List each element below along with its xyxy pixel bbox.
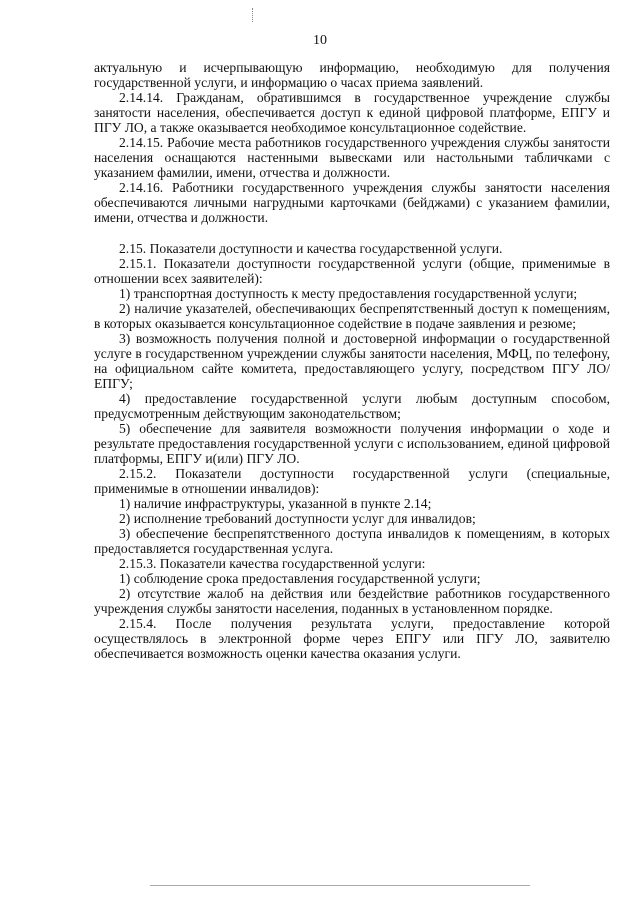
list-item: 3) обеспечение беспрепятственного доступа инвалидов к помещениям, в которых предоставляется государственная услуга. — [94, 526, 610, 556]
paragraph-2-14-16: 2.14.16. Работники государственного учреждения службы занятости населения обеспечиваются личными нагрудными карточками (бейджами) с указанием фамилии, имени, отчества и должности. — [94, 180, 610, 225]
paragraph-gap — [94, 225, 610, 241]
list-item: 1) соблюдение срока предоставления государственной услуги; — [119, 571, 481, 586]
page-number: 10 — [313, 33, 327, 48]
paragraph-2-15-3: 2.15.3. Показатели качества государственной услуги: — [119, 556, 426, 571]
list-item: 2) отсутствие жалоб на действия или бездействие работников государственного учреждения службы занятости населения, поданных в установленном порядке. — [94, 586, 610, 616]
list-item: 1) транспортная доступность к месту предоставления государственной услуги; — [119, 286, 578, 301]
list-item: 4) предоставление государственной услуги любым доступным способом, предусмотренным действующим законодательством; — [94, 391, 610, 421]
list-item: 5) обеспечение для заявителя возможности получения информации о ходе и результате предоставления государственной услуги с использованием, единой цифровой платформы, ЕПГУ и(или) ПГУ ЛО. — [94, 421, 610, 466]
paragraph-2-15-4: 2.15.4. После получения результата услуги, предоставление которой осуществлялось в электронной форме через ЕПГУ или ПГУ ЛО, заявителю обеспечивается возможность оценки качества оказания услуги. — [94, 616, 610, 661]
list-item: 2) исполнение требований доступности услуг для инвалидов; — [119, 511, 476, 526]
list-item: 1) наличие инфраструктуры, указанной в пункте 2.14; — [119, 496, 432, 511]
paragraph-2-14-14: 2.14.14. Гражданам, обратившимся в государственное учреждение службы занятости населения, обеспечивается доступ к единой цифровой платформе, ЕПГУ и ПГУ ЛО, а также оказывается необходимое консультационное содействие. — [94, 90, 610, 135]
scan-speck-marks — [252, 8, 259, 22]
list-item: 3) возможность получения полной и достоверной информации о государственной услуге в государственном учреждении службы занятости населения, МФЦ, по телефону, на официальном сайте комитета, предоставляющего услугу, посредством ПГУ ЛО/ЕПГУ; — [94, 331, 610, 391]
paragraph-2-14-15: 2.14.15. Рабочие места работников государственного учреждения службы занятости населения оснащаются настенными вывесками или настольными табличками с указанием фамилии, имени, отчества и должности. — [94, 135, 610, 180]
bottom-rule — [150, 885, 530, 886]
paragraph-2-15-2: 2.15.2. Показатели доступности государственной услуги (специальные, применимые в отношении инвалидов): — [94, 466, 610, 496]
paragraph-2-15-1: 2.15.1. Показатели доступности государственной услуги (общие, применимые в отношении всех заявителей): — [94, 256, 610, 286]
list-item: 2) наличие указателей, обеспечивающих беспрепятственный доступ к помещениям, в которых оказывается консультационное содействие в подаче заявления и резюме; — [94, 301, 610, 331]
paragraph-continuation: актуальную и исчерпывающую информацию, необходимую для получения государственной услуги, и информацию о часах приема заявлений. — [94, 60, 610, 90]
document-body — [94, 60, 610, 661]
section-heading-2-15: 2.15. Показатели доступности и качества государственной услуги. — [119, 241, 503, 256]
